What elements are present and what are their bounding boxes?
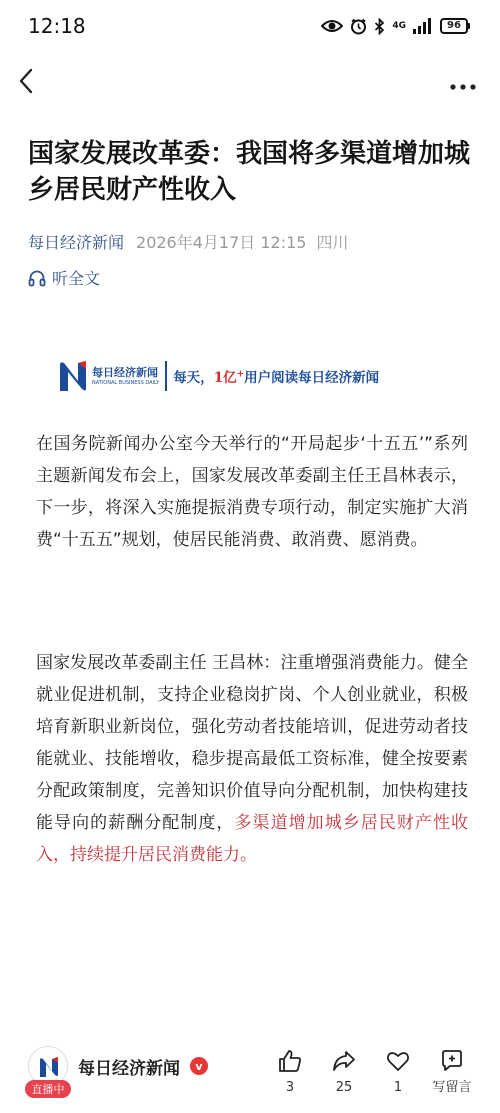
- publish-date: 2026年4月17日 12:15: [136, 233, 307, 252]
- banner-brand-en: NATIONAL BUSINESS DAILY: [92, 379, 160, 386]
- more-horizontal-icon: [450, 83, 476, 91]
- article-title: 国家发展改革委：我国将多渠道增加城乡居民财产性收入: [28, 139, 471, 205]
- article-meta: [28, 230, 349, 253]
- source-link[interactable]: 每日经济新闻: [28, 233, 125, 252]
- bluetooth-icon: [374, 18, 385, 35]
- share-count: 25: [335, 1080, 353, 1095]
- alarm-icon: [350, 18, 367, 35]
- banner-slogan: [173, 366, 379, 386]
- share-icon: [331, 1048, 357, 1074]
- battery-tip: [468, 23, 470, 29]
- nav-bar: [0, 52, 500, 110]
- listen-button[interactable]: [28, 266, 100, 289]
- more-button[interactable]: [450, 76, 476, 84]
- battery-level: 96: [440, 18, 468, 34]
- back-button[interactable]: [16, 66, 36, 96]
- favorite-button[interactable]: [370, 1048, 426, 1096]
- status-icons: [321, 18, 470, 35]
- favorite-count: 1: [393, 1080, 403, 1095]
- slogan-prefix: 每天，: [173, 370, 214, 386]
- heart-icon: [385, 1048, 411, 1074]
- account-name[interactable]: 每日经济新闻: [78, 1059, 180, 1079]
- thumbs-up-icon: [277, 1048, 303, 1074]
- eye-icon: [321, 18, 343, 34]
- paragraph-2-text: 国家发展改革委副主任 王昌林：注重增强消费能力。健全就业促进机制，支持企业稳岗扩岗、个人创业就业，积极培育新职业新岗位，强化劳动者技能培训，促进劳动者技能就业、技能增收，稳步提高最低工资标准，健全按要素分配政策制度，完善知识价值导向分配机制，加快构建技能导向的薪酬分配制度，: [36, 653, 468, 833]
- slogan-highlight: 1亿: [213, 370, 237, 386]
- headphones-icon: [28, 269, 46, 287]
- article-paragraph-2: [36, 647, 468, 871]
- network-type-label: 4G: [392, 20, 406, 31]
- signal-icon: [413, 18, 433, 34]
- like-count: 3: [285, 1080, 295, 1095]
- banner-brand-cn: 每日经济新闻: [92, 365, 158, 379]
- status-time: 12:18: [28, 14, 86, 38]
- brand-banner: [58, 356, 442, 396]
- comment-add-icon: [439, 1048, 465, 1074]
- article-paragraph-1: 在国务院新闻办公室今天举行的“开局起步‘十五五’”系列主题新闻发布会上，国家发展改革委副主任王昌林表示，下一步，将深入实施提振消费专项行动，制定实施扩大消费“十五五”规划，使居民能消费、敢消费、愿消费。: [36, 434, 468, 550]
- verified-badge: v: [190, 1057, 208, 1075]
- comment-button[interactable]: [424, 1048, 480, 1096]
- chevron-left-icon: [16, 66, 36, 96]
- battery-icon: [440, 18, 470, 34]
- banner-brand: [92, 361, 167, 391]
- share-button[interactable]: [316, 1048, 372, 1096]
- like-button[interactable]: [262, 1048, 318, 1096]
- status-bar: [0, 0, 500, 52]
- slogan-suffix: 用户阅读每日经济新闻: [244, 370, 380, 386]
- comment-label: 写留言: [432, 1080, 472, 1095]
- paragraph-2-highlight: 多渠道增加城乡居民财产性收入，持续提升居民消费能力。: [36, 813, 469, 865]
- slogan-plus: +: [236, 369, 245, 380]
- brand-logo-icon: [58, 359, 88, 393]
- live-badge[interactable]: 直播中: [25, 1080, 71, 1098]
- bottom-action-bar: [0, 1040, 500, 1113]
- publish-location: 四川: [316, 233, 349, 252]
- listen-label: 听全文: [52, 269, 101, 288]
